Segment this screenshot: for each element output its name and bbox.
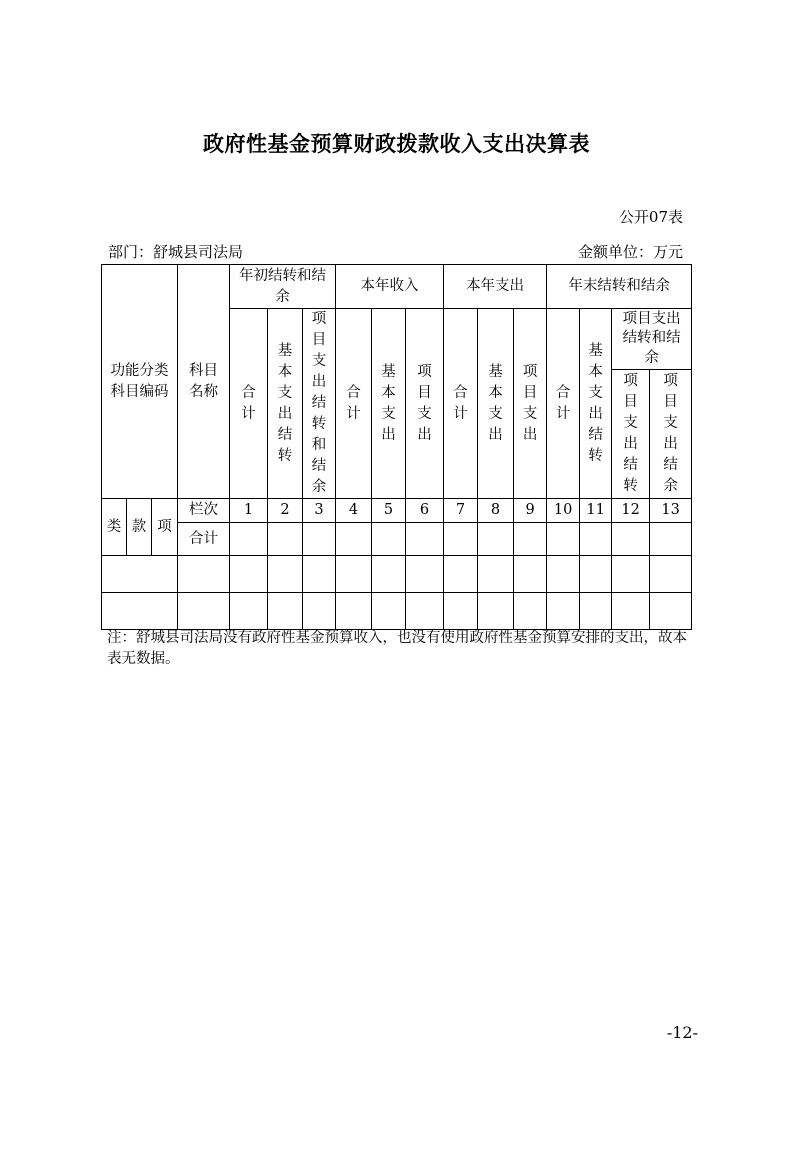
- table-cell: [372, 556, 406, 593]
- header-begin-total: 合计: [230, 309, 268, 499]
- department-label: 部门：舒城县司法局: [108, 243, 244, 261]
- table-cell: [514, 523, 547, 556]
- table-cell: [336, 523, 372, 556]
- table-cell: [444, 523, 478, 556]
- col-number: 1: [230, 499, 268, 523]
- table-cell: [230, 593, 268, 630]
- col-number: 8: [478, 499, 514, 523]
- table-cell: [547, 556, 580, 593]
- header-end-balance: 年末结转和结余: [547, 265, 692, 309]
- table-cell: [650, 523, 692, 556]
- table-cell: [650, 556, 692, 593]
- header-begin-project: 项目支出结转和结余: [303, 309, 336, 499]
- col-number: 6: [406, 499, 444, 523]
- header-end-project-carry: 项目支出结转: [612, 369, 650, 498]
- table-cell: [303, 523, 336, 556]
- header-end-total: 合计: [547, 309, 580, 499]
- table-row: [102, 593, 692, 630]
- col-number: 11: [580, 499, 612, 523]
- table-row: [102, 556, 692, 593]
- budget-table: [101, 264, 692, 630]
- header-year-income: 本年收入: [336, 265, 444, 309]
- table-cell: [268, 556, 303, 593]
- col-number: 3: [303, 499, 336, 523]
- table-cell: [478, 523, 514, 556]
- col-index-label: 栏次: [178, 499, 230, 523]
- header-expense-total: 合计: [444, 309, 478, 499]
- table-cell: [547, 523, 580, 556]
- table-cell: [303, 593, 336, 630]
- table-cell: [336, 556, 372, 593]
- table-note: 注：舒城县司法局没有政府性基金预算收入，也没有使用政府性基金预算安排的支出，故本表无数据。: [107, 630, 687, 668]
- table-cell: [612, 523, 650, 556]
- table-cell: [650, 593, 692, 630]
- table-cell: [580, 556, 612, 593]
- table-cell: [514, 556, 547, 593]
- header-income-total: 合计: [336, 309, 372, 499]
- header-end-project: 项目支出结转和结余: [612, 309, 692, 370]
- table-cell: [230, 556, 268, 593]
- table-cell: [612, 593, 650, 630]
- table-cell: [547, 593, 580, 630]
- table-cell: [478, 556, 514, 593]
- sum-row-label: 合计: [178, 523, 230, 556]
- table-cell: [612, 556, 650, 593]
- header-class: 类: [102, 499, 127, 556]
- header-xiang: 项: [152, 499, 178, 556]
- col-number: 12: [612, 499, 650, 523]
- table-cell: [178, 556, 230, 593]
- form-number: 公开07表: [618, 208, 683, 226]
- header-kuan: 款: [127, 499, 152, 556]
- header-end-project-balance: 项目支出结余: [650, 369, 692, 498]
- table-cell: [230, 523, 268, 556]
- table-cell: [444, 556, 478, 593]
- table-cell: [102, 593, 178, 630]
- table-cell: [303, 556, 336, 593]
- table-cell: [514, 593, 547, 630]
- table-cell: [406, 556, 444, 593]
- header-year-expense: 本年支出: [444, 265, 547, 309]
- table-cell: [336, 593, 372, 630]
- col-number: 7: [444, 499, 478, 523]
- col-number: 10: [547, 499, 580, 523]
- header-income-basic: 基本支出: [372, 309, 406, 499]
- page-title: 政府性基金预算财政拨款收入支出决算表: [203, 132, 590, 156]
- table-cell: [102, 556, 178, 593]
- table-cell: [372, 523, 406, 556]
- col-number: 9: [514, 499, 547, 523]
- table-cell: [406, 523, 444, 556]
- header-end-basic: 基本支出结转: [580, 309, 612, 499]
- col-number: 2: [268, 499, 303, 523]
- unit-label: 金额单位：万元: [577, 243, 683, 261]
- header-begin-basic: 基本支出结转: [268, 309, 303, 499]
- table-cell: [372, 593, 406, 630]
- header-func-code: 功能分类科目编码: [102, 265, 178, 499]
- header-subject-name: 科目名称: [178, 265, 230, 499]
- col-number: 5: [372, 499, 406, 523]
- table-cell: [580, 593, 612, 630]
- col-number: 13: [650, 499, 692, 523]
- table-cell: [268, 523, 303, 556]
- table-cell: [268, 593, 303, 630]
- col-number: 4: [336, 499, 372, 523]
- header-expense-basic: 基本支出: [478, 309, 514, 499]
- header-expense-project: 项目支出: [514, 309, 547, 499]
- table-cell: [478, 593, 514, 630]
- table-cell: [444, 593, 478, 630]
- table-cell: [178, 593, 230, 630]
- page-number: -12-: [666, 1023, 698, 1042]
- table-cell: [406, 593, 444, 630]
- header-income-project: 项目支出: [406, 309, 444, 499]
- header-begin-balance: 年初结转和结余: [230, 265, 336, 309]
- table-cell: [580, 523, 612, 556]
